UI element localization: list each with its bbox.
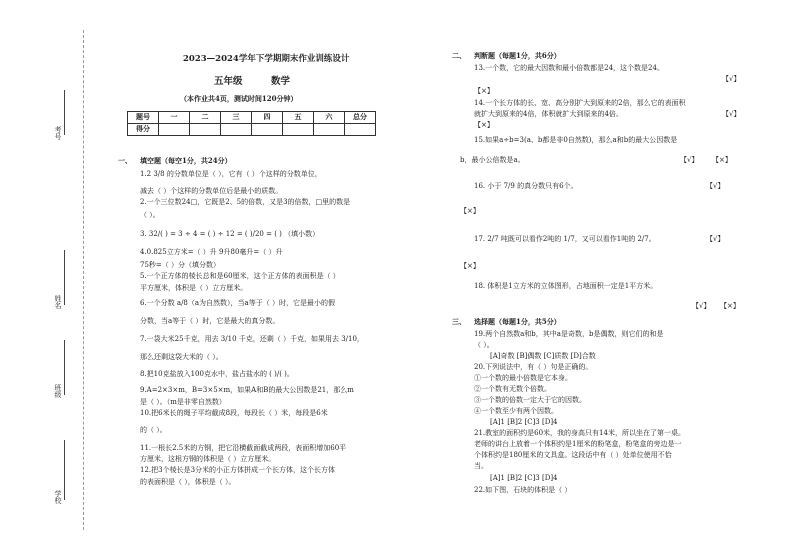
q4-line2: 75秒=（ ）分（填分数） xyxy=(140,261,220,269)
q6-line2: 分数，当a等于（ ）时，它是最大的真分数。 xyxy=(140,317,280,325)
q12-line1: 12.把3个棱长是3分米的小正方体拼成一个长方体，这个长方体 xyxy=(140,466,336,474)
q9-line1: 9.A=2×3×m，B=3×5×m，如果A和B的最大公因数是21，那么m xyxy=(140,386,354,394)
q1-line1: 1.2 3/8 的分数单位是（ ），它有（ ）个这样的分数单位， xyxy=(140,170,322,178)
q18-line: 18. 体积是1立方米的立体图形，占地面积一定是1平方米。 xyxy=(474,282,658,290)
q16-line: 16. 小于 7/9 的真分数只有6个。 xyxy=(474,182,578,190)
score-value-row xyxy=(128,124,376,136)
school-label: 学校 xyxy=(54,490,63,504)
q21-line4: 当。 xyxy=(474,462,488,470)
q19-line1: 19.两个自然数a和b，其中a是奇数，b是偶数，则它们的和是 xyxy=(474,330,664,338)
q16-true-mark[interactable]: 【√】 xyxy=(706,182,725,190)
q19-line2: （ ）。 xyxy=(474,341,494,349)
q13-line: 13.一个数，它的最大因数和最小倍数都是24，这个数是24。 xyxy=(474,64,664,72)
subject-label: 数学 xyxy=(271,76,291,87)
score-cell: 得分 xyxy=(128,124,159,136)
exam-no-line xyxy=(64,90,65,135)
score-input-cell[interactable] xyxy=(159,124,190,136)
q1-line2: 减去（ ）个这样的分数单位后是最小的质数。 xyxy=(140,187,283,195)
q17-line: 17. 2/7 吨既可以看作2吨的 1/7，又可以看作1吨的 2/7。 xyxy=(474,235,656,243)
binding-line xyxy=(83,30,84,530)
q15-line2: b，最小公倍数是a。 xyxy=(460,156,525,164)
q17-false-mark[interactable]: 【×】 xyxy=(460,262,480,270)
section3-title: 选择题（每题1分，共5分） xyxy=(474,317,561,326)
q14-false-mark[interactable]: 【×】 xyxy=(474,121,494,129)
q10-line1: 10.把6米长的绳子平均截成8段，每段长（ ）米，每段是6米 xyxy=(140,409,328,417)
q21-line2: 老师的讲台上放着一个体积约是1厘米的粉笔盒，粉笔盒的旁边是一 xyxy=(474,440,682,448)
page-title: 2023—2024学年下学期期末作业训练设计 xyxy=(183,54,350,64)
q20-statement3: ③一个数的倍数一定大于它的因数。 xyxy=(474,396,586,404)
section1-number: 一、 xyxy=(118,156,132,165)
q5-line2: 平方厘米，体积是（ ）立方厘米。 xyxy=(140,284,248,292)
name-line xyxy=(64,250,65,305)
q16-false-mark[interactable]: 【×】 xyxy=(460,207,480,215)
q14-true-mark[interactable]: 【√】 xyxy=(722,110,741,118)
q6-line1: 6.一个分数 a/8（a为自然数），当a等于（ ）时，它是最小的假 xyxy=(140,299,335,307)
q20-line: 20.下列说法中，有（ ）句是正确的。 xyxy=(474,363,593,371)
school-line xyxy=(64,440,65,500)
exam-no-label: 考号 xyxy=(54,126,63,140)
q15-false-mark[interactable]: 【×】 xyxy=(712,156,732,164)
q22-line: 22.如下图，石块的体积是（ ） xyxy=(474,486,572,494)
score-cell: 三 xyxy=(221,112,252,124)
score-cell: 一 xyxy=(159,112,190,124)
q21-line3: 个体积约是180厘米的文具盒。这段话中有（ ）处单位使用不恰 xyxy=(474,451,672,459)
score-cell: 六 xyxy=(314,112,345,124)
score-input-cell[interactable] xyxy=(283,124,314,136)
score-cell: 四 xyxy=(252,112,283,124)
score-input-cell[interactable] xyxy=(190,124,221,136)
score-cell: 二 xyxy=(190,112,221,124)
q7-line1: 7.一袋大米25千克，用去 3/10 千克，还剩（ ）千克，如果用去 3/10， xyxy=(140,335,364,343)
section2-title: 判断题（每题1分，共6分） xyxy=(474,51,561,60)
q7-line2: 那么还剩这袋大米的（ ）。 xyxy=(140,353,223,361)
q10-line2: 的（ ）。 xyxy=(140,426,167,434)
score-table xyxy=(127,111,376,136)
section1-title: 填空题（每空1分，共24分） xyxy=(140,156,232,165)
name-label: 姓名 xyxy=(54,295,63,309)
q21-options[interactable]: [A]1 [B]2 [C]3 [D]4 xyxy=(490,474,558,482)
q20-statement4: ④一个数至少有两个因数。 xyxy=(474,407,558,415)
exam-note: （本作业共4页，测试时间120分钟） xyxy=(180,94,298,103)
q20-statement2: ②一个数有无数个倍数。 xyxy=(474,385,551,393)
q15-true-mark[interactable]: 【√】 xyxy=(680,156,699,164)
q18-false-mark[interactable]: 【×】 xyxy=(720,302,740,310)
q14-line1: 14.一个长方体的长、宽、高分别扩大到原来的2倍，那么它的表面积 xyxy=(474,99,686,107)
section3-number: 三、 xyxy=(452,317,466,326)
q13-false-mark[interactable]: 【×】 xyxy=(474,87,494,95)
q18-true-mark[interactable]: 【√】 xyxy=(692,302,711,310)
q5-line1: 5.一个正方体的棱长总和是60厘米，这个正方体的表面积是（ ） xyxy=(140,272,340,280)
class-line xyxy=(64,340,65,395)
q13-true-mark[interactable]: 【√】 xyxy=(722,75,741,83)
q14-line2: 就扩大到原来的4倍，体积就扩大到原来的4倍。 xyxy=(474,110,623,118)
q8-line: 8.把10克盐放入100克水中，盐占盐水的 ( )/( )。 xyxy=(140,370,294,378)
score-cell: 题号 xyxy=(128,112,159,124)
score-input-cell[interactable] xyxy=(345,124,376,136)
q3-line: 3. 32/( ) = 3 ÷ 4 = ( ) ÷ 12 = ( )/20 = ( ) （填小数） xyxy=(140,230,320,238)
score-cell: 五 xyxy=(283,112,314,124)
score-input-cell[interactable] xyxy=(221,124,252,136)
class-label: 班级 xyxy=(54,384,63,398)
q11-line1: 11.一根长2.5米的方钢，把它沿横截面截成两段，表面积增加60平 xyxy=(140,444,347,452)
score-cell: 总分 xyxy=(345,112,376,124)
q15-line1: 15.如果a÷b=3(a、b都是非0自然数)，那么a和b的最大公因数是 xyxy=(474,136,678,144)
score-input-cell[interactable] xyxy=(252,124,283,136)
score-header-row xyxy=(128,112,376,124)
q19-options[interactable]: [A]奇数 [B]偶数 [C]质数 [D]合数 xyxy=(490,352,596,360)
score-input-cell[interactable] xyxy=(314,124,345,136)
q2-line1: 2.一个三位数24□，它既是2、5的倍数，又是3的倍数，□里的数是 xyxy=(140,198,351,206)
q11-line2: 方厘米，这根方钢的体积是（ ）立方厘米。 xyxy=(140,455,276,463)
q20-options[interactable]: [A]1 [B]2 [C]3 [D]4 xyxy=(490,418,558,426)
q9-line2: 是（ ）。（m是非零自然数） xyxy=(140,398,226,406)
q12-line2: 的表面积是（ ），体积是（ ）。 xyxy=(140,478,236,486)
q17-true-mark[interactable]: 【√】 xyxy=(706,235,725,243)
section2-number: 二、 xyxy=(452,51,466,60)
q21-line1: 21.教室的面积约是60米，我的身高只有14米，所以坐在了第一桌。 xyxy=(474,429,685,437)
q20-statement1: ①一个数的最小倍数是它本身。 xyxy=(474,374,572,382)
grade-label: 五年级 xyxy=(214,76,243,87)
q4-line1: 4.0.825立方米=（ ）升 9升80毫升=（ ）升 xyxy=(140,248,283,256)
q2-line2: （ ）。 xyxy=(140,211,160,219)
